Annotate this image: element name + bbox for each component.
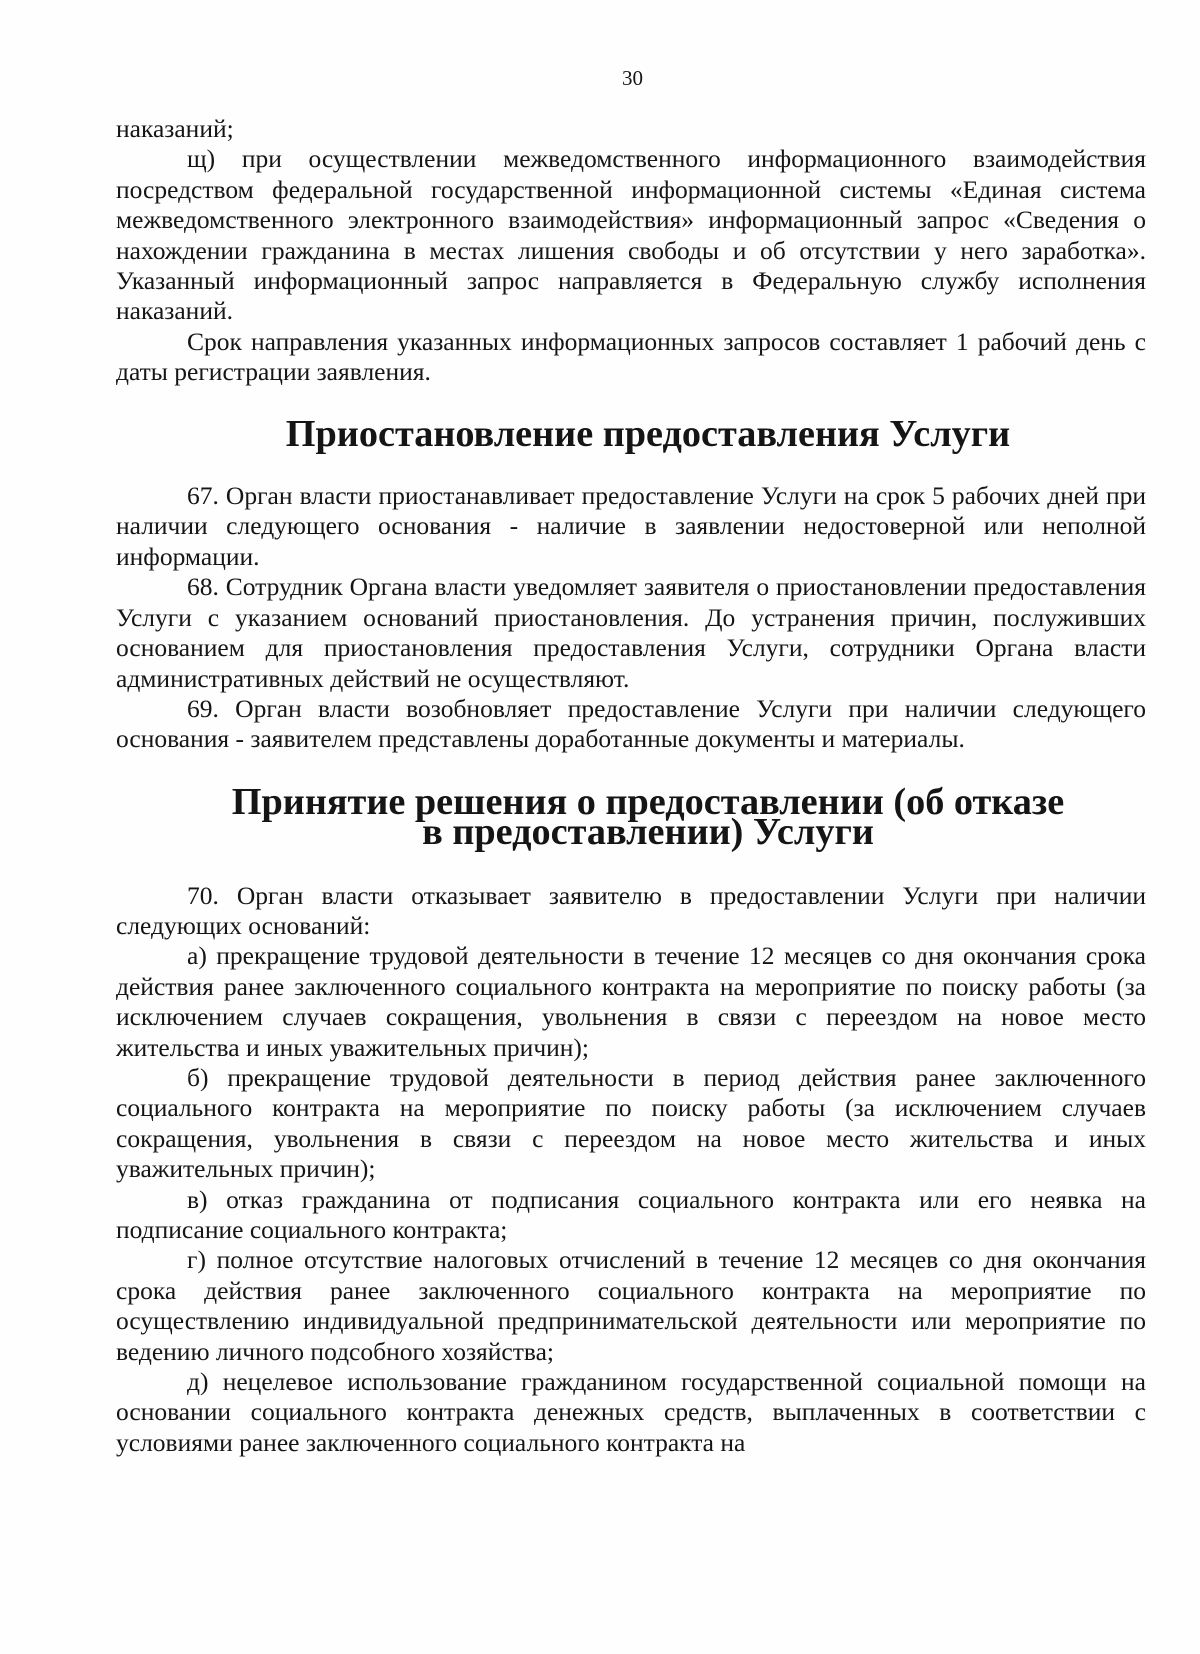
- paragraph-67: 67. Орган власти приостанавливает предоставление Услуги на срок 5 рабочих дней при наличии следующего основания - наличие в заявлении недостоверной или неполной информации.: [116, 481, 1146, 571]
- paragraph-68: 68. Сотрудник Органа власти уведомляет заявителя о приостановлении предоставления Услуги с указанием оснований приостановления. До устранения причин, послуживших основанием для приостановления предоставления Услуги, сотрудники Органа власти административных действий не осуществляют.: [116, 572, 1146, 693]
- paragraph-item-shch: щ) при осуществлении межведомственного информационного взаимодействия посредством федеральной государственной информационной системы «Единая система межведомственного электронного взаимодействия» информационный запрос «Сведения о нахождении гражданина в местах лишения свободы и об отсутствии у него заработка». Указанный информационный запрос направляется в Федеральную службу исполнения наказаний.: [116, 144, 1146, 326]
- paragraph-69: 69. Орган власти возобновляет предоставление Услуги при наличии следующего основания - заявителем представлены доработанные документы и материалы.: [116, 693, 1146, 754]
- paragraph-70-a: а) прекращение трудовой деятельности в течение 12 месяцев со дня окончания срока действия ранее заключенного социального контракта на мероприятие по поиску работы (за исключением случаев сокращения, увольнения в связи с переездом на новое место жительства и иных уважительных причин);: [116, 941, 1146, 1062]
- section-heading-decision: [116, 755, 1146, 881]
- paragraph-70-d: д) нецелевое использование гражданином государственной социальной помощи на основании социального контракта денежных средств, выплаченных в соответствии с условиями ранее заключенного социального контракта на: [116, 1367, 1146, 1457]
- section-heading-decision-line2: в предоставлении) Услуги: [422, 811, 874, 854]
- paragraph-continuation: наказаний;: [116, 114, 234, 143]
- paragraph-70-v: в) отказ гражданина от подписания социального контракта или его неявка на подписание социального контракта;: [116, 1184, 1146, 1244]
- paragraph-70-b: б) прекращение трудовой деятельности в период действия ранее заключенного социального контракта на мероприятие по поиску работы (за исключением случаев сокращения, увольнения в связи с переездом на новое место жительства и иных уважительных причин);: [116, 1062, 1146, 1184]
- section-heading-decision-line1: Принятие решения о предоставлении (об отказе: [231, 780, 1065, 823]
- paragraph-70-g: г) полное отсутствие налоговых отчислений в течение 12 месяцев со дня окончания срока действия ранее заключенного социального контракта на мероприятие по осуществлению индивидуальной предпринимательской деятельности или мероприятие по ведению личного подсобного хозяйства;: [116, 1245, 1146, 1366]
- document-body: [116, 114, 1146, 1458]
- page-number: 30: [622, 66, 643, 90]
- section-heading-suspension: Приостановление предоставления Услуги: [285, 412, 1011, 455]
- paragraph-request-deadline: Срок направления указанных информационных запросов составляет 1 рабочий день с даты регистрации заявления.: [116, 326, 1146, 387]
- paragraph-70: 70. Орган власти отказывает заявителю в предоставлении Услуги при наличии следующих оснований:: [116, 880, 1146, 940]
